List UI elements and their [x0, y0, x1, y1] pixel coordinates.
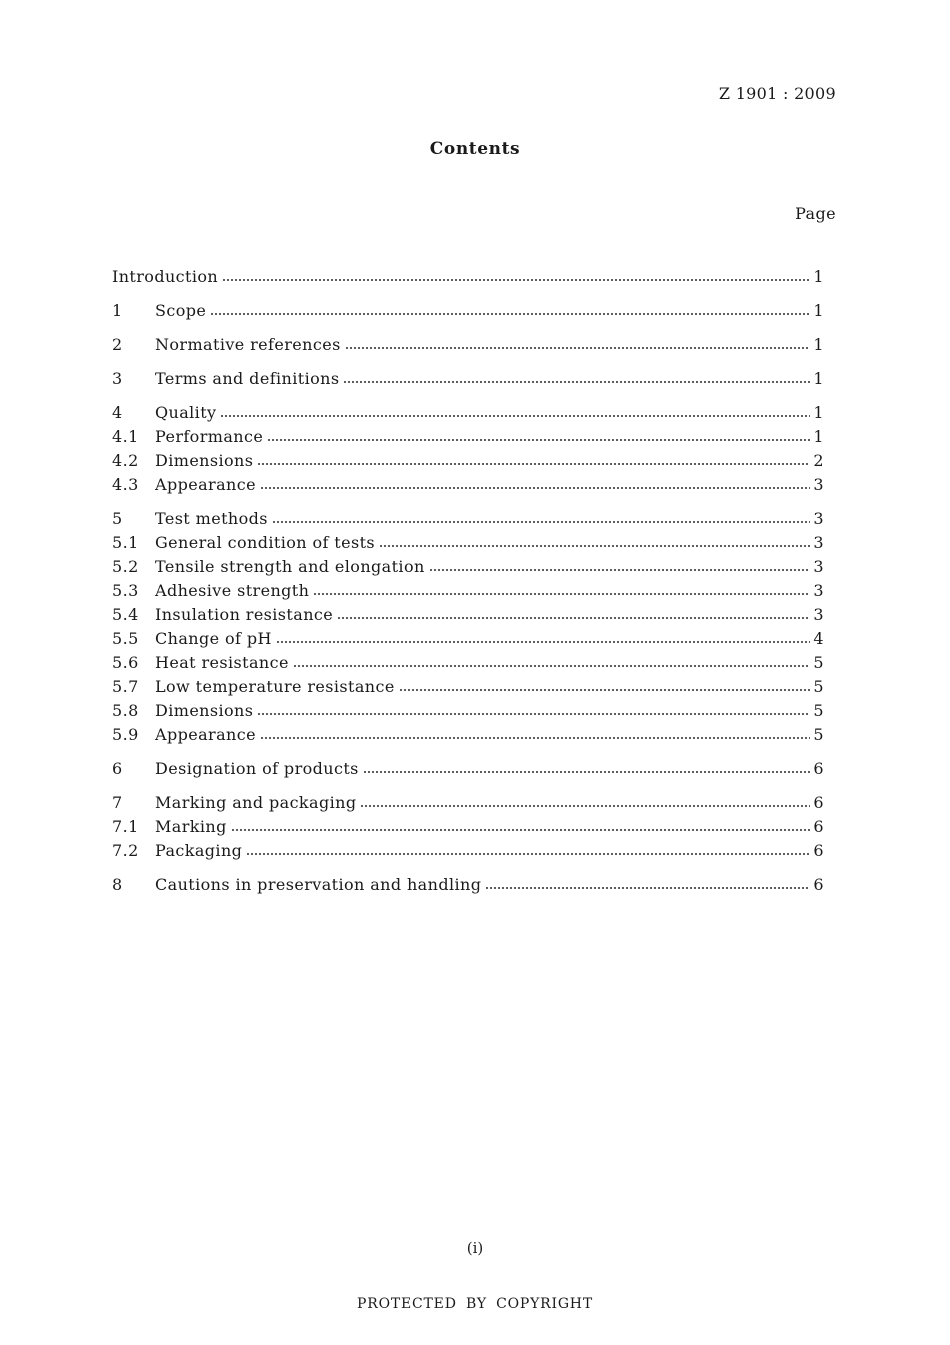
toc-entry-title: Quality: [155, 403, 217, 422]
toc-entry-number: 2: [112, 335, 123, 354]
toc-entry-title: Insulation resistance: [155, 605, 334, 624]
dot-leader: [260, 487, 810, 489]
toc-entry[interactable]: [112, 605, 824, 629]
toc-entry-page: 5: [813, 701, 824, 720]
toc-entry[interactable]: [112, 267, 824, 291]
toc-entry-title: Performance: [155, 427, 264, 446]
toc-entry-page: 3: [813, 557, 824, 576]
toc-entry[interactable]: [112, 301, 824, 325]
dot-leader: [222, 279, 810, 281]
toc-entry-page: 5: [813, 725, 824, 744]
toc-entry[interactable]: [112, 793, 824, 817]
page-column-label: Page: [795, 204, 836, 223]
toc-entry-page: 5: [813, 677, 824, 696]
toc-entry-title: Dimensions: [155, 701, 254, 720]
toc-entry-number: 5: [112, 509, 123, 528]
toc-entry-page: 1: [813, 369, 824, 388]
dot-leader: [260, 737, 810, 739]
toc-entry-title: Appearance: [155, 475, 256, 494]
dot-leader: [363, 771, 811, 773]
dot-leader: [345, 347, 811, 349]
toc-entry-title: Packaging: [155, 841, 243, 860]
dot-leader: [272, 521, 811, 523]
toc-entry-page: 3: [813, 509, 824, 528]
dot-leader: [276, 641, 811, 643]
toc-entry-page: 1: [813, 403, 824, 422]
toc-entry-page: 3: [813, 581, 824, 600]
copyright-notice: PROTECTED BY COPYRIGHT: [357, 1296, 593, 1312]
toc-entry[interactable]: [112, 677, 824, 701]
toc-entry-page: 4: [813, 629, 824, 648]
toc-entry-number: 5.1: [112, 533, 139, 552]
toc-entry-title: Test methods: [155, 509, 268, 528]
toc-entry-title: Terms and definitions: [155, 369, 340, 388]
dot-leader: [360, 805, 810, 807]
toc-entry-title: Change of pH: [155, 629, 272, 648]
dot-leader: [313, 593, 810, 595]
toc-entry-page: 6: [813, 841, 824, 860]
table-of-contents: [112, 267, 824, 899]
toc-entry-title: Low temperature resistance: [155, 677, 395, 696]
toc-entry[interactable]: [112, 841, 824, 865]
toc-entry-number: 1: [112, 301, 123, 320]
toc-entry-title: Heat resistance: [155, 653, 289, 672]
toc-entry-number: 4: [112, 403, 123, 422]
toc-entry-number: 8: [112, 875, 123, 894]
toc-entry-title: Cautions in preservation and handling: [155, 875, 482, 894]
toc-entry[interactable]: [112, 817, 824, 841]
dot-leader: [399, 689, 811, 691]
toc-entry-number: 4.2: [112, 451, 139, 470]
toc-entry-number: 3: [112, 369, 123, 388]
dot-leader: [343, 381, 810, 383]
toc-entry[interactable]: [112, 427, 824, 451]
dot-leader: [485, 887, 810, 889]
toc-entry[interactable]: [112, 533, 824, 557]
toc-entry[interactable]: [112, 875, 824, 899]
toc-entry[interactable]: [112, 451, 824, 475]
toc-entry[interactable]: [112, 335, 824, 359]
dot-leader: [210, 313, 810, 315]
standard-number: Z 1901 : 2009: [718, 84, 836, 103]
toc-entry-page: 1: [813, 335, 824, 354]
toc-entry-title: Introduction: [112, 267, 219, 286]
toc-entry-page: 2: [813, 451, 824, 470]
toc-entry-page: 1: [813, 427, 824, 446]
toc-entry-number: 5.7: [112, 677, 139, 696]
toc-entry-number: 5.8: [112, 701, 139, 720]
toc-entry-number: 5.5: [112, 629, 139, 648]
toc-entry-page: 6: [813, 793, 824, 812]
toc-entry-title: Dimensions: [155, 451, 254, 470]
toc-entry-page: 3: [813, 533, 824, 552]
toc-entry-title: Scope: [155, 301, 207, 320]
toc-entry-page: 6: [813, 817, 824, 836]
toc-entry-page: 6: [813, 759, 824, 778]
toc-entry[interactable]: [112, 403, 824, 427]
toc-entry[interactable]: [112, 653, 824, 677]
toc-entry[interactable]: [112, 759, 824, 783]
dot-leader: [220, 415, 810, 417]
dot-leader: [429, 569, 811, 571]
toc-entry-title: Adhesive strength: [155, 581, 310, 600]
toc-entry-number: 7.1: [112, 817, 139, 836]
toc-entry-number: 5.9: [112, 725, 139, 744]
dot-leader: [379, 545, 810, 547]
toc-entry-title: Tensile strength and elongation: [155, 557, 425, 576]
toc-entry[interactable]: [112, 475, 824, 499]
toc-entry[interactable]: [112, 581, 824, 605]
toc-entry[interactable]: [112, 369, 824, 393]
toc-entry-title: Marking: [155, 817, 227, 836]
toc-entry[interactable]: [112, 725, 824, 749]
toc-entry[interactable]: [112, 557, 824, 581]
toc-entry-page: 1: [813, 301, 824, 320]
toc-entry[interactable]: [112, 509, 824, 533]
toc-entry[interactable]: [112, 701, 824, 725]
toc-entry-number: 4.1: [112, 427, 139, 446]
toc-entry-title: Normative references: [155, 335, 341, 354]
dot-leader: [337, 617, 810, 619]
toc-entry-number: 5.3: [112, 581, 139, 600]
toc-entry-number: 5.4: [112, 605, 139, 624]
toc-entry-number: 5.6: [112, 653, 139, 672]
toc-entry-number: 4.3: [112, 475, 139, 494]
dot-leader: [267, 439, 810, 441]
dot-leader: [293, 665, 811, 667]
dot-leader: [246, 853, 810, 855]
toc-entry-page: 3: [813, 475, 824, 494]
toc-entry-number: 6: [112, 759, 123, 778]
toc-entry-number: 7: [112, 793, 123, 812]
toc-entry-page: 3: [813, 605, 824, 624]
page-title: Contents: [429, 139, 521, 159]
dot-leader: [257, 713, 810, 715]
toc-entry-number: 5.2: [112, 557, 139, 576]
toc-entry-number: 7.2: [112, 841, 139, 860]
toc-entry-title: Designation of products: [155, 759, 359, 778]
dot-leader: [231, 829, 811, 831]
toc-entry-page: 6: [813, 875, 824, 894]
dot-leader: [257, 463, 810, 465]
toc-entry[interactable]: [112, 629, 824, 653]
toc-entry-title: General condition of tests: [155, 533, 376, 552]
toc-entry-title: Appearance: [155, 725, 256, 744]
toc-entry-page: 1: [813, 267, 824, 286]
toc-entry-page: 5: [813, 653, 824, 672]
toc-entry-title: Marking and packaging: [155, 793, 357, 812]
page-number: (i): [466, 1239, 484, 1257]
